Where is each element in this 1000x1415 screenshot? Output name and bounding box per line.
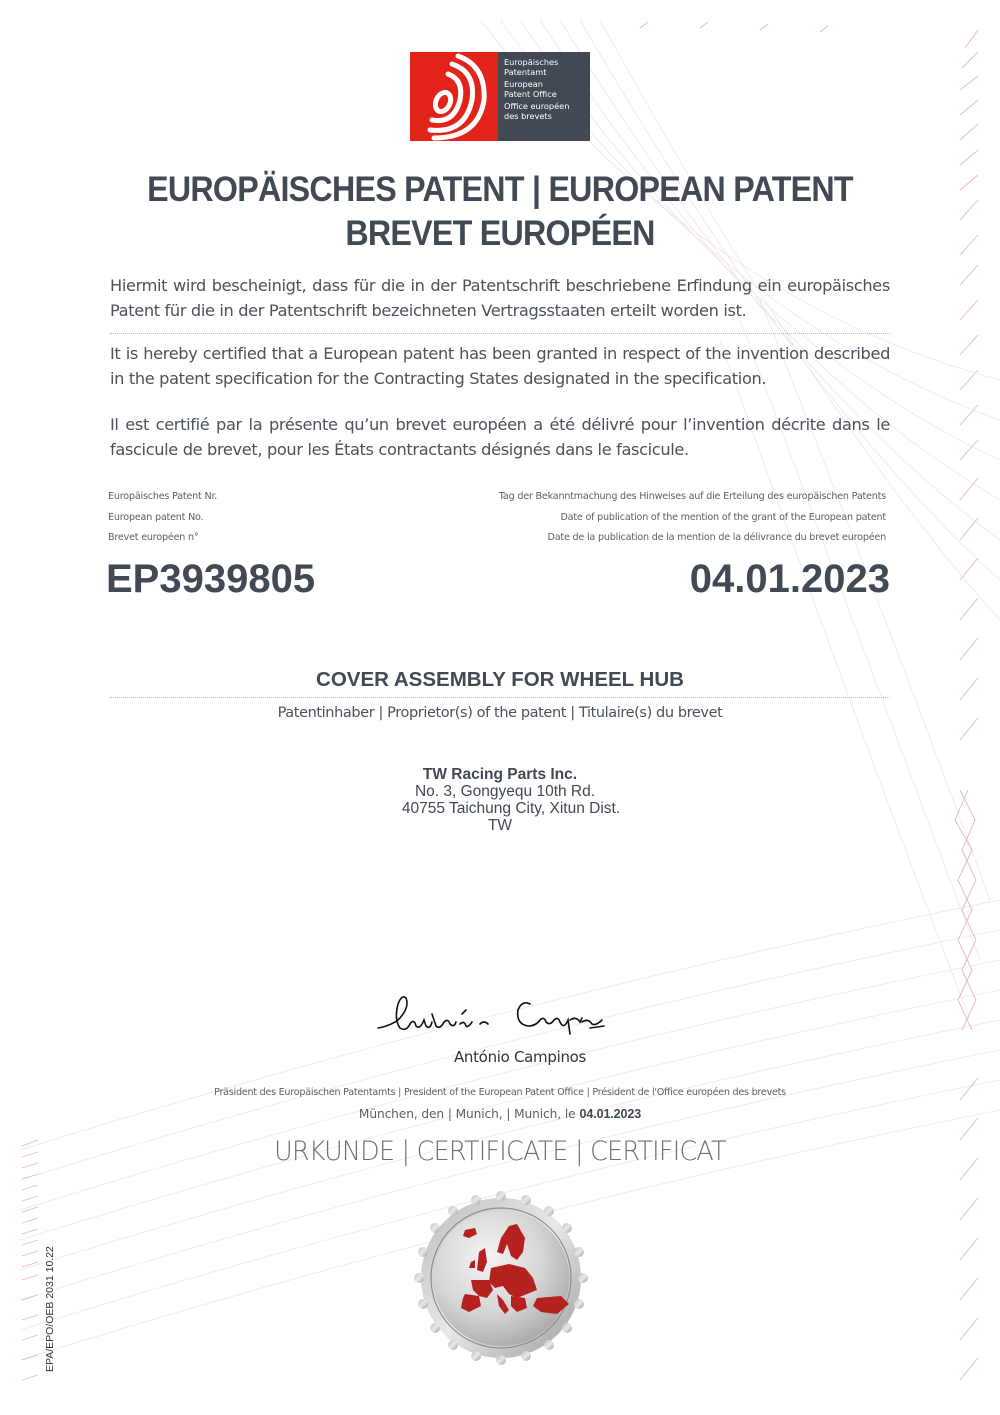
signing-date: 04.01.2023 xyxy=(579,1107,642,1121)
place-and-date xyxy=(0,1107,1000,1121)
patent-number: EP3939805 xyxy=(106,557,316,601)
publication-date-label-fr: Date de la publication de la mention de la délivrance du brevet européen xyxy=(547,532,886,543)
divider xyxy=(110,333,890,334)
divider xyxy=(110,697,890,698)
handwritten-signature xyxy=(370,990,620,1040)
publication-date-label-de: Tag der Bekanntmachung des Hinweises auf die Erteilung des europäischen Patents xyxy=(498,491,886,502)
address-line-1: No. 3, Gongyequ 10th Rd. xyxy=(414,783,596,800)
publication-date-label-en: Date of publication of the mention of the grant of the European patent xyxy=(560,511,886,523)
publication-date-labels xyxy=(499,487,886,549)
epo-logo-text xyxy=(498,52,590,141)
patent-number-label-de: Europäisches Patent Nr. xyxy=(108,491,218,502)
signatory-name: António Campinos xyxy=(453,1048,587,1066)
title-line-2: BREVET EUROPÉEN xyxy=(345,214,655,253)
signatory-title: Präsident des Europäischen Patentamts | President of the European Patent Office | Président de l'Office européen des brevets xyxy=(214,1087,786,1098)
certificate-label: URKUNDE | CERTIFICATE | CERTIFICAT xyxy=(274,1136,726,1167)
address-line-2: 40755 Taichung City, Xitun Dist. xyxy=(401,800,621,817)
certification-text-fr: Il est certifié par la présente qu’un brevet européen a été délivré pour l’invention décrite dans le fascicule de brevet, pour les États contractants désignés dans le fascicule. xyxy=(110,415,890,459)
europe-map-seal-icon xyxy=(413,1190,589,1366)
epo-arcs-icon xyxy=(410,52,498,141)
document-title xyxy=(40,168,960,256)
logo-line: Europäisches xyxy=(504,57,559,67)
place-label: München, den | Munich, | Munich, le xyxy=(358,1107,576,1121)
invention-title: COVER ASSEMBLY FOR WHEEL HUB xyxy=(316,668,684,691)
logo-line: des brevets xyxy=(504,111,552,121)
proprietor-address xyxy=(0,766,1000,834)
logo-line: Office européen xyxy=(504,101,570,111)
title-line-1: EUROPÄISCHES PATENT | EUROPEAN PATENT xyxy=(147,170,853,209)
certification-text-en: It is hereby certified that a European patent has been granted in respect of the invention described in the patent specification for the Contracting States designated in the specification. xyxy=(110,344,890,388)
patent-number-labels xyxy=(108,487,217,549)
proprietor-name: TW Racing Parts Inc. xyxy=(422,766,578,783)
certification-text-de: Hiermit wird bescheinigt, dass für die in der Patentschrift beschriebene Erfindung ein europäisches Patent für die in der Patentschrift bezeichneten Vertragsstaaten erteilt worden ist. xyxy=(110,276,890,320)
proprietor-label: Patentinhaber | Proprietor(s) of the patent | Titulaire(s) du brevet xyxy=(277,705,723,721)
patent-number-label-fr: Brevet européen n° xyxy=(108,532,199,543)
patent-number-label-en: European patent No. xyxy=(108,511,204,523)
logo-line: Patent Office xyxy=(504,89,557,99)
logo-line: Patentamt xyxy=(504,67,547,77)
epo-logo xyxy=(410,52,590,141)
form-code: EPA/EPO/OEB 2031 10.22 xyxy=(44,1246,56,1372)
publication-date: 04.01.2023 xyxy=(689,557,890,601)
logo-line: European xyxy=(504,79,543,89)
address-country: TW xyxy=(487,817,513,834)
